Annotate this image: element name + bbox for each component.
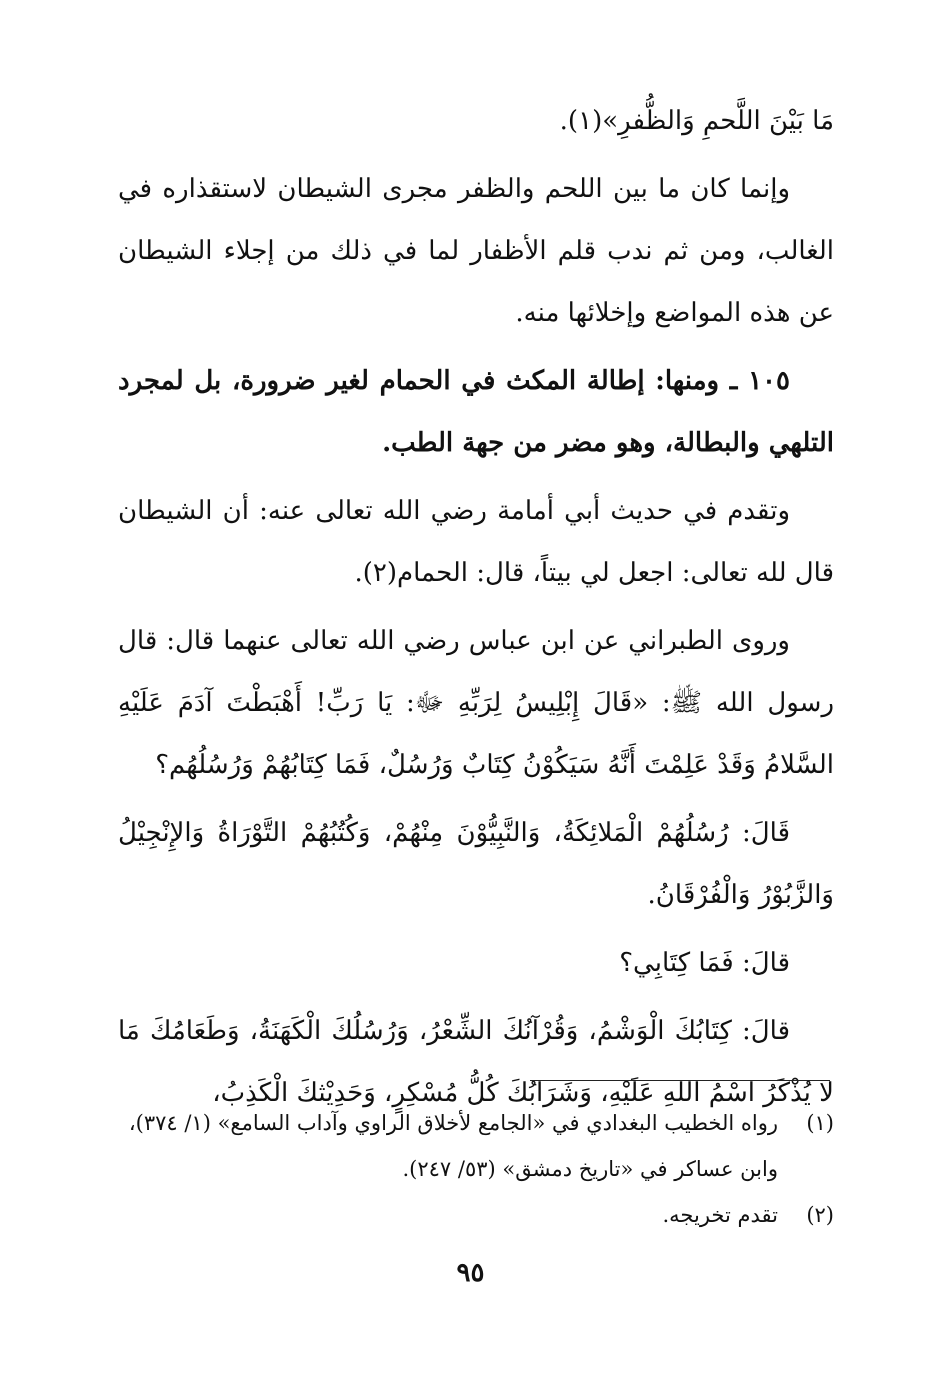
- paragraph-quote-end: مَا بَيْنَ اللَّحمِ وَالظُّفرِ»(١).: [559, 106, 834, 136]
- page-number: ٩٥: [456, 1258, 485, 1288]
- paragraph-question-book: قالَ: فَمَا كِتَابِي؟: [619, 948, 790, 978]
- footnote-2: [118, 1192, 834, 1238]
- footnote-text: تقدم تخريجه.: [662, 1203, 778, 1227]
- paragraph-reply-book: قالَ: كِتَابُكَ الْوَشْمُ، وَقُرْآنُكَ الشِّعْرُ، وَرُسُلُكَ الْكَهَنَةُ، وَطَعَامُكَ مَا لا يُذْكَرُ اسْمُ اللهِ عَلَيْهِ، وَشَرَابُكَ كُلُّ مُسْكِرٍ، وَحَدِيْثكَ الْكَذِبُ،: [118, 1016, 834, 1108]
- paragraph-tabarani: وروى الطبراني عن ابن عباس رضي الله تعالى عنهما قال: قال رسول الله ﷺ: «قَالَ إِبْلِيسُ لِرَبِّهِ ﷻ: يَا رَبِّ! أَهْبَطْتَ آدَمَ عَلَيْهِ السَّلامُ وَقَدْ عَلِمْتَ أَنَّهُ سَيَكُوْنُ كِتَابٌ وَرُسُلٌ، فَمَا كِتَابُهُمْ وَرُسُلُهُم؟: [118, 626, 835, 780]
- footnote-divider: [530, 1080, 830, 1081]
- paragraph-explanation: وإنما كان ما بين اللحم والظفر مجرى الشيطان لاستقذاره في الغالب، ومن ثم ندب قلم الأظفار لما في ذلك من إجلاء الشيطان عن هذه المواضع وإخلائها منه.: [118, 174, 834, 328]
- footnotes: [118, 1100, 834, 1238]
- main-text: [118, 90, 834, 1124]
- paragraph-abu-umama: وتقدم في حديث أبي أمامة رضي الله تعالى عنه: أن الشيطان قال لله تعالى: اجعل لي بيتاً، قال: الحمام(٢).: [118, 496, 834, 588]
- section-heading-105: ١٠٥ ـ ومنها: إطالة المكث في الحمام لغير ضرورة، بل لمجرد التلهي والبطالة، وهو مضر من جهة الطب.: [118, 366, 834, 458]
- footnote-number: (٢): [806, 1203, 834, 1227]
- paragraph-reply-messengers: قَالَ: رُسُلُهُمْ الْمَلائِكَةُ، وَالنَّبِيُّوْنَ مِنْهُمْ، وَكُتُبُهُمْ التَّوْرَاةُ وَالإِنْجِيْلُ وَالزَّبُوْرُ وَالْفُرْقَانُ.: [118, 818, 834, 910]
- footnote-number: (١): [806, 1111, 834, 1135]
- footnote-text: رواه الخطيب البغدادي في «الجامع لأخلاق الراوي وآداب السامع» (١/ ٣٧٤)، وابن عساكر في «تاريخ دمشق» (٥٣/ ٢٤٧).: [128, 1111, 778, 1181]
- footnote-1: [118, 1100, 834, 1192]
